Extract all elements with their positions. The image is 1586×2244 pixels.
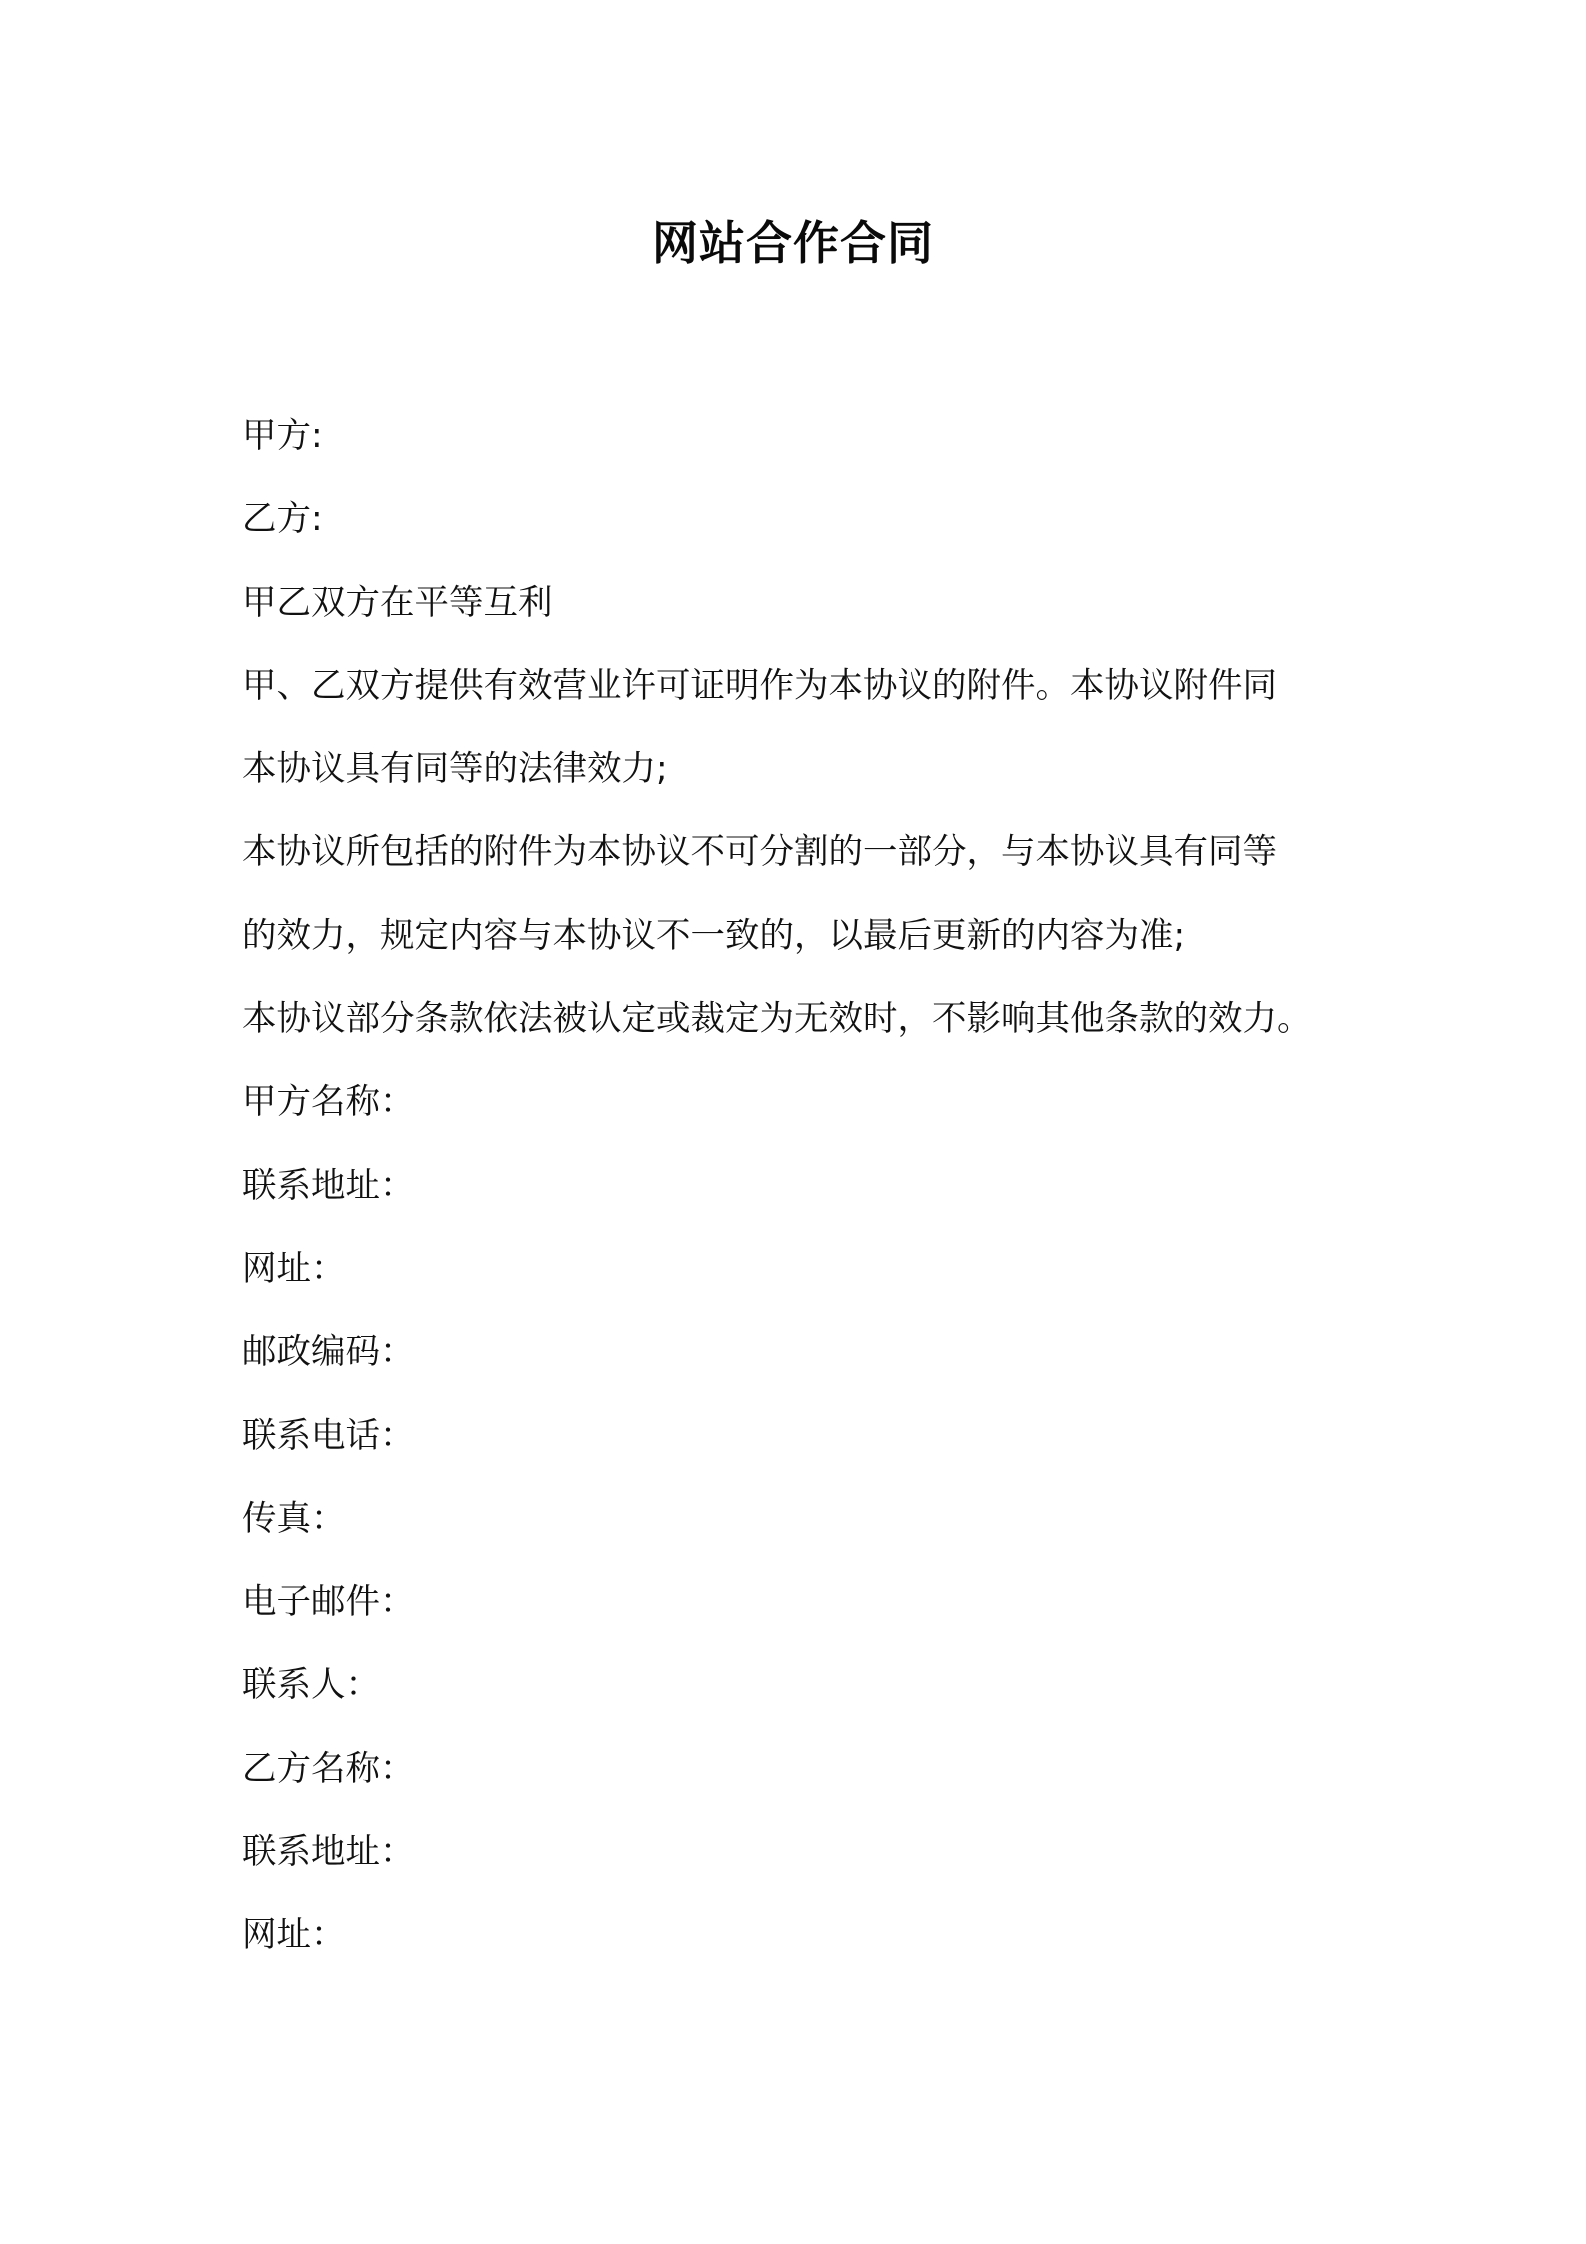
contact-address-field: 联系地址：	[242, 1832, 415, 1873]
fax-field: 传真：	[242, 1498, 346, 1539]
contact-person-field: 联系人：	[242, 1665, 380, 1706]
postal-code-field: 邮政编码：	[242, 1332, 415, 1373]
email-field: 电子邮件：	[242, 1582, 415, 1623]
contact-address-field: 联系地址：	[242, 1165, 415, 1206]
document-title: 网站合作合同	[652, 216, 934, 270]
clause-line: 甲、乙双方提供有效营业许可证明作为本协议的附件。本协议附件同	[242, 665, 1277, 706]
website-field: 网址：	[242, 1915, 346, 1956]
party-a-line: 甲方:	[242, 416, 323, 456]
clause-line: 本协议部分条款依法被认定或裁定为无效时，不影响其他条款的效力。	[242, 999, 1312, 1040]
clause-line: 本协议具有同等的法律效力;	[242, 749, 668, 790]
party-b-line: 乙方:	[242, 499, 323, 540]
phone-field: 联系电话：	[242, 1415, 415, 1456]
website-field: 网址：	[242, 1248, 346, 1289]
preamble-line: 甲乙双方在平等互利	[242, 582, 553, 623]
party-b-name-field: 乙方名称：	[242, 1748, 415, 1789]
document-body	[242, 408, 1442, 1991]
clause-line: 本协议所包括的附件为本协议不可分割的一部分，与本协议具有同等	[242, 832, 1277, 873]
clause-line: 的效力，规定内容与本协议不一致的，以最后更新的内容为准;	[242, 915, 1186, 956]
party-a-name-field: 甲方名称：	[242, 1082, 415, 1123]
